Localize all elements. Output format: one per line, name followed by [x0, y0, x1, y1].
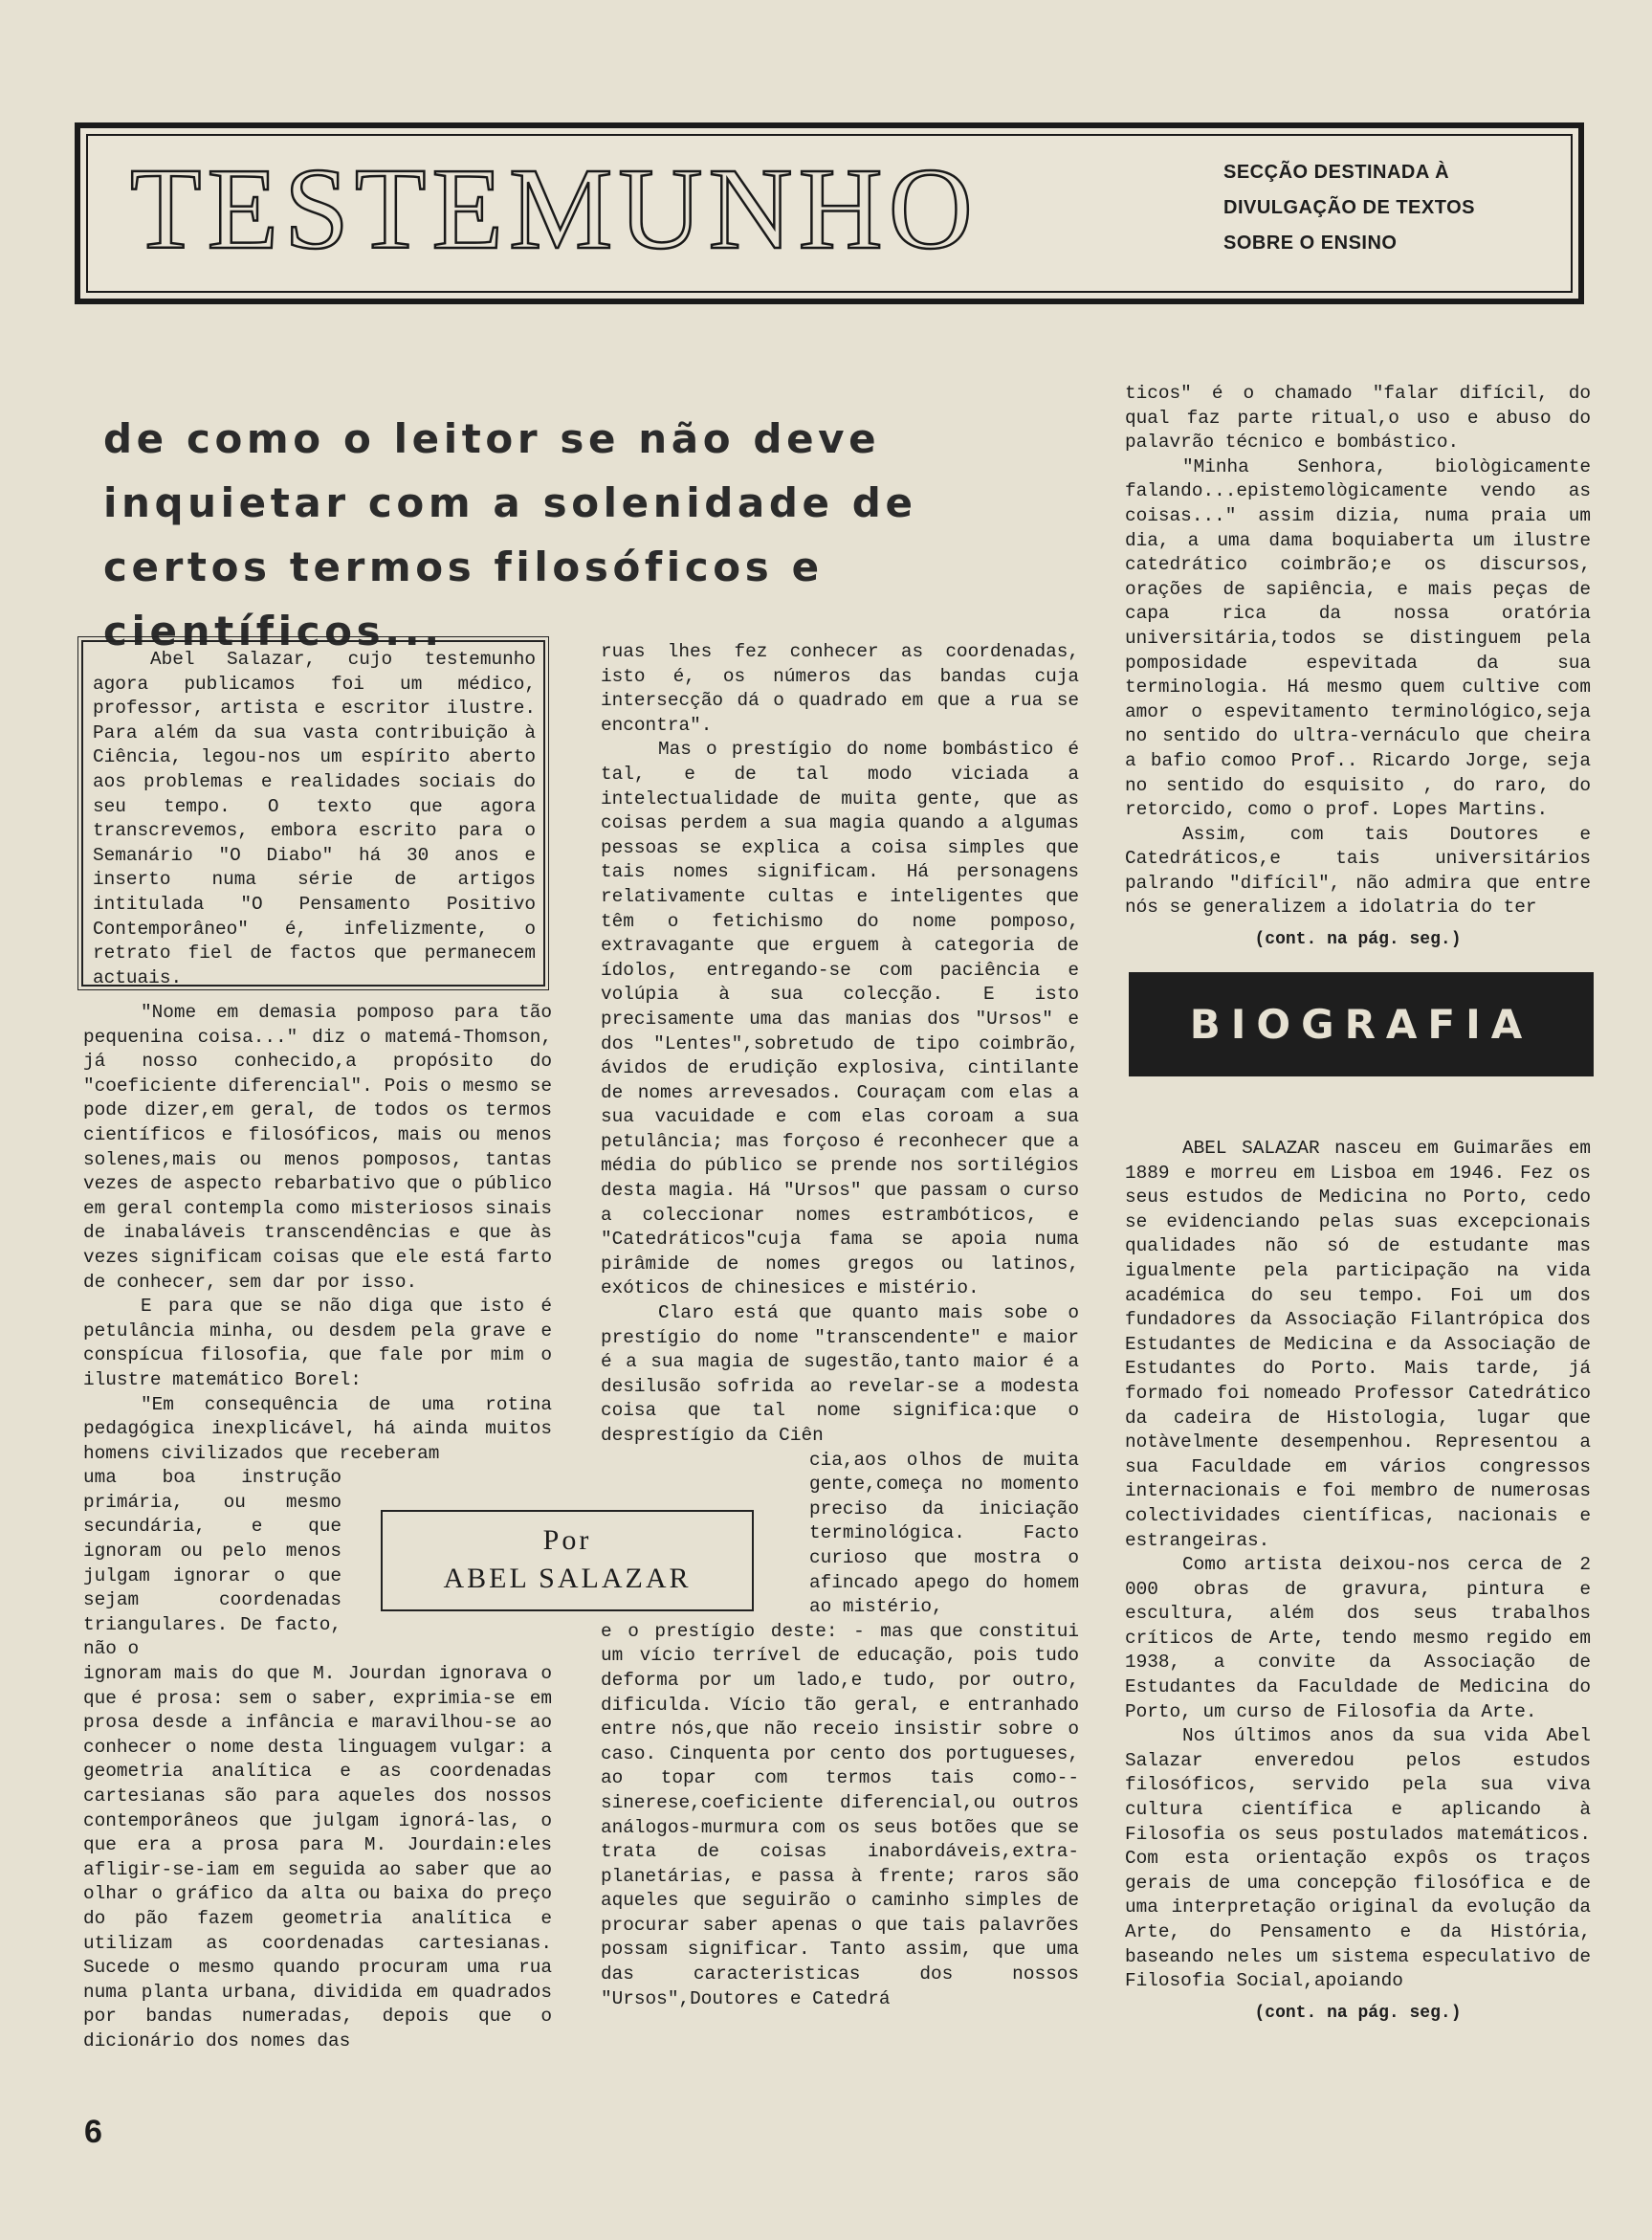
paragraph: Assim, com tais Doutores e Catedráticos,e tais universitários palrando "difícil", não admira que entre nós se generalizem a idolatria do ter [1125, 823, 1591, 919]
section-title: TESTEMUNHO [130, 144, 979, 274]
continued-note: (cont. na pág. seg.) [1254, 930, 1462, 950]
paragraph-continued: e o prestígio deste: - mas que constitui um vício terrível de educação, pois tudo deforma por um lado,e tudo, por outro, dificulda. Vício tão geral, e entranhado entre nós,que não receio insistir sobre o caso. Cinquenta por cento dos portugueses, ao topar com termos tais como-- sinerese,coeficiente diferencial,ou outros análogos-murmura com os seus botões que se trata de coisas inabordáveis,extra-planetárias, e passa à frente; raros são aqueles que seguirão o caminho simples de procurar saber apenas o que tais palavrões possam significar. Tanto assim, que uma das caracteristicas dos nossos "Ursos",Doutores e Catedrá [601, 1620, 1079, 2009]
paragraph: Como artista deixou-nos cerca de 2 000 obras de gravura, pintura e escultura, além dos seus trabalhos críticos de Arte, tendo mesmo regido em 1938, a convite da Associação de Estudantes da Faculdade de Medicina do Porto, um curso de Filosofia da Arte. [1125, 1554, 1591, 1722]
paragraph: ruas lhes fez conhecer as coordenadas, isto é, os números das bandas cuja intersecção dá o quadrado em que a rua se encontra". [601, 641, 1079, 736]
article-column-3 [1125, 382, 1591, 953]
masthead [75, 122, 1584, 304]
paragraph: "Minha Senhora, biològicamente falando...epistemològicamente vendo as coisas..." assim dizia, numa praia um dia, a uma dama boquiaberta um ilustre catedrático coimbrão;e os discursos, orações de sapiência, e mais peças de capa rica da nossa oratória universitária,todos se distinguem pela pomposidade espevitada da sua terminologia. Há mesmo quem cultive com amor o espevitamento terminológico,seja no sentido do ultra-vernáculo que cheira a bafio comoo Prof.. Ricardo Jorge, seja no sentido do esquisito , do raro, do retorcido, como o prof. Lopes Martins. [1125, 455, 1591, 821]
subtitle-line: DIVULGAÇÃO DE TEXTOS [1223, 197, 1475, 218]
paragraph: ticos" é o chamado "falar difícil, do qual faz parte ritual,o uso e abuso do palavrão técnico e bombástico. [1125, 383, 1591, 454]
paragraph-wrapped: cia,aos olhos de muita gente,começa no momento preciso da iniciação terminológica. Facto curioso que mostra o afincado apego do homem ao mistério, [809, 1449, 1079, 1618]
article-column-2 [601, 640, 1079, 2011]
subtitle-line: SOBRE O ENSINO [1223, 233, 1398, 254]
paragraph: "Em consequência de uma rotina pedagógica inexplicável, há ainda muitos homens civilizados que receberam [83, 1393, 552, 1464]
paragraph-continued: ignoram mais do que M. Jourdan ignorava o que é prosa: sem o saber, exprimia-se em prosa desde a infância e maravilhou-se ao conhecer o nome desta linguagem vulgar: a geometria analítica e as coordenadas cartesianas são para aqueles dos nossos contemporâneos que julgam ignorá-las, o que era a prosa para M. Jourdain:eles afligir-se-iam em seguida ao saber que ao olhar o gráfico da alta ou baixa do preço do pão fazem geometria analítica e utilizam as coordenadas cartesianas. Sucede o mesmo quando procuram uma rua numa planta urbana, dividida em quadrados por bandas numeradas, depois que o dicionário dos nomes das [83, 1663, 552, 2051]
intro-text: Abel Salazar, cujo testemunho agora publicamos foi um médico, professor, artista e escritor ilustre. Para além da sua vasta contribuição à Ciência, legou-nos um espírito aberto aos problemas e realidades sociais do seu tempo. O texto que agora transcrevemos, embora escrito para o Semanário "O Diabo" há 30 anos e inserto numa série de artigos intitulada "O Pensamento Positivo Contemporâneo" é, infelizmente, o retrato fiel de factos que permanecem actuais. [93, 649, 536, 988]
article-headline: de como o leitor se não deve inquietar com a solenidade de certos termos filosóficos e científicos... [103, 415, 917, 654]
paragraph: "Nome em demasia pomposo para tão pequenina coisa..." diz o matemá-Thomson, já nosso conhecido,a propósito do "coeficiente diferencial". Pois o mesmo se pode dizer,em geral, de todos os termos científicos e filosóficos, mais ou menos solenes,mais ou menos pomposos, tantas vezes de aspecto rebarbativo que o público em geral contempla como misteriosos sinais de inabaláveis transcendências e que às vezes significam coisas que ele está farto de conhecer, sem dar por isso. [83, 1002, 552, 1293]
paragraph-wrapped: uma boa instrução primária, ou mesmo secundária, e que ignoram ou pelo menos julgam ignorar o que sejam coordenadas triangulares. De facto, não o [83, 1467, 341, 1660]
intro-box [81, 640, 545, 987]
biography-banner: BIOGRAFIA [1129, 972, 1594, 1076]
continued-note: (cont. na pág. seg.) [1254, 2003, 1462, 2023]
biography-column [1125, 1137, 1591, 2026]
byline-prefix: Por [542, 1524, 592, 1556]
paragraph: ABEL SALAZAR nasceu em Guimarães em 1889 e morreu em Lisboa em 1946. Fez os seus estudos de Medicina no Porto, cedo se evidenciando pelas suas excepcionais qualidades não só de estudante mas igualmente pela participação na vida académica do seu tempo. Foi um dos fundadores da Associação Filantrópica dos Estudantes de Medicina e da Associação de Estudantes do Porto. Mais tarde, já formado foi nomeado Professor Catedrático da cadeira de Histologia, lugar que notàvelmente desempenhou. Representou a sua Faculdade em vários congressos internacionais e foi membro de numerosas colectividades científicas, nacionais e estrangeiras. [1125, 1138, 1591, 1551]
paragraph: Nos últimos anos da sua vida Abel Salazar enveredou pelos estudos filosóficos, servido pela sua viva cultura científica e aplicando à Filosofia os seus postulados matemáticos. Com esta orientação expôs os traços gerais de uma concepção filosófica e de uma interpretação original da evolução da Arte, do Pensamento e da História, baseando neles um sistema especulativo de Filosofia Social,apoiando [1125, 1725, 1591, 1992]
paragraph: Claro está que quanto mais sobe o prestígio do nome "transcendente" e maior é a sua magia de sugestão,tanto maior é a desilusão sofrida ao revelar-se a modesta coisa que tal nome significa:que o desprestígio da Ciên [601, 1302, 1079, 1446]
subtitle-line: SECÇÃO DESTINADA À [1223, 162, 1450, 183]
page-number: 6 [84, 2114, 102, 2150]
section-subtitle [1223, 155, 1510, 261]
paragraph: E para que se não diga que isto é petulância minha, ou desdem pela grave e conspícua filosofia, que fale por mim o ilustre matemático Borel: [83, 1296, 552, 1390]
byline-author: ABEL SALAZAR [443, 1563, 692, 1594]
paragraph: Mas o prestígio do nome bombástico é tal, e de tal modo viciada a intelectualidade de muita gente, que as coisas perdem a sua magia quando a algumas pessoas se explica a coisa simples que tais nomes significam. Há personagens relativamente cultas e inteligentes que têm o fetichismo do nome pomposo, extravagante que erguem à categoria de ídolos, entregando-se com paciência e volúpia à sua colecção. E isto precisamente uma das manias dos "Ursos" e dos "Lentes",sobretudo de tipo coimbrão, ávidos de erudição explosiva, cintilante de nomes arrevesados. Couraçam com elas a sua vacuidade e com elas coroam a sua petulância; mas forçoso é reconhecer que a média do público se prende nos sortilégios desta magia. Há "Ursos" que passam o curso a coleccionar nomes estrambóticos, e "Catedráticos"cuja fama se apoia numa pirâmide de nomes gregos ou latinos, exóticos de chinesices e mistério. [601, 739, 1079, 1299]
